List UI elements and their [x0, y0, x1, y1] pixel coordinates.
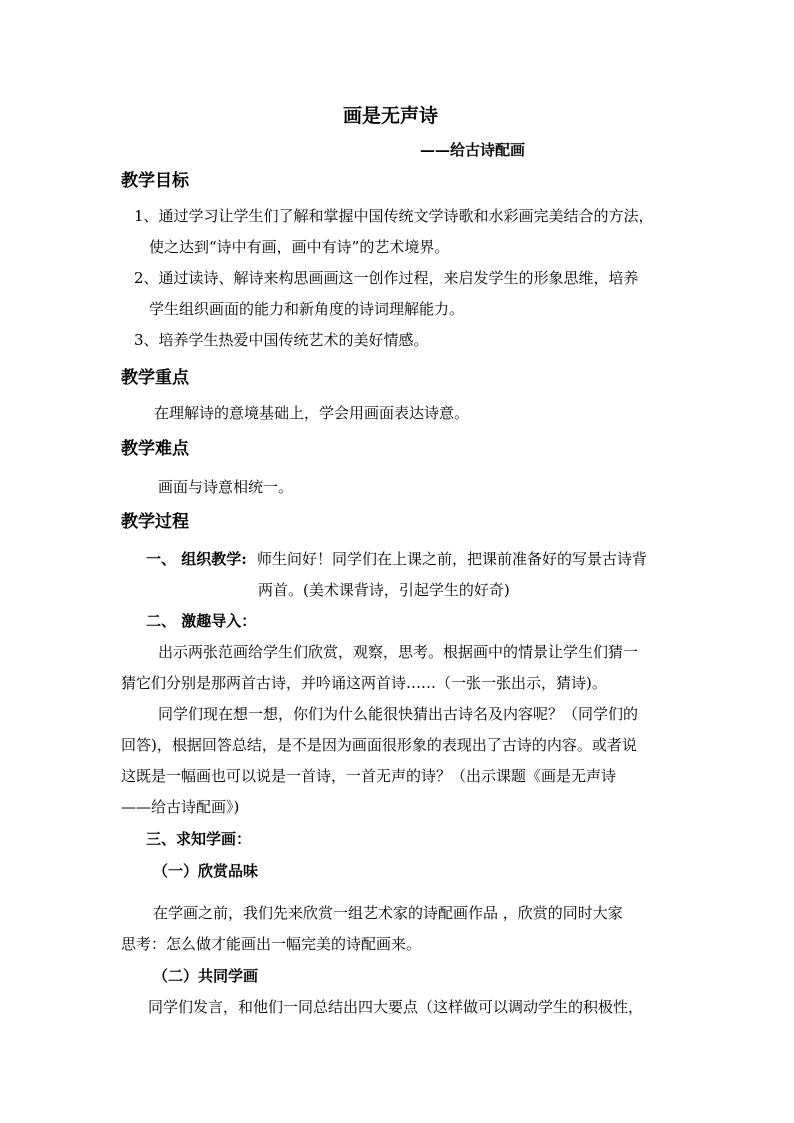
goal-item-2: 2、通过读诗、解诗来构思画画这一创作过程，来启发学生的形象思维，培养 — [134, 269, 639, 287]
para1-line1: 出示两张范画给学生们欣赏，观察，思考。根据画中的情景让学生们猜一 — [158, 643, 639, 661]
para2-line1: 同学们现在想一想，你们为什么能很快猜出古诗名及内容呢？（同学们的 — [158, 705, 639, 723]
para4-line1: 同学们发言，和他们一同总结出四大要点（这样做可以调动学生的积极性， — [148, 998, 644, 1016]
heading-difficulties: 教学难点 — [121, 439, 189, 459]
heading-goals: 教学目标 — [121, 171, 189, 191]
page-subtitle: ——给古诗配画 — [420, 141, 526, 159]
sub-heading-learn: （二）共同学画 — [153, 967, 259, 985]
para2-line3: 这既是一幅画也可以说是一首诗，一首无声的诗？（出示课题《画是无声诗 — [121, 767, 617, 785]
para3-line1: 在学画之前，我们先来欣赏一组艺术家的诗配画作品 ，欣赏的同时大家 — [153, 904, 623, 922]
key-points-text: 在理解诗的意境基础上，学会用画面表达诗意。 — [154, 404, 470, 422]
para3-line2: 思考：怎么做才能画出一幅完美的诗配画来。 — [121, 935, 422, 953]
process-step3-label: 三、求知学画： — [146, 830, 252, 848]
goal-item-1: 1、通过学习让学生们了解和掌握中国传统文学诗歌和水彩画完美结合的方法， — [134, 207, 654, 225]
goal-item-1-cont: 使之达到“诗中有画，画中有诗”的艺术境界。 — [149, 238, 450, 256]
sub-heading-appreciate: （一）欣赏品味 — [153, 862, 259, 880]
para1-line2: 猜它们分别是那两首古诗，并吟诵这两首诗……（一张一张出示，猜诗)。 — [121, 674, 607, 692]
heading-process: 教学过程 — [121, 512, 189, 532]
process-step1-label: 一、 组织教学: — [146, 550, 247, 568]
page-title: 画是无声诗 — [343, 105, 439, 127]
heading-key-points: 教学重点 — [121, 368, 189, 388]
goal-item-2-cont: 学生组织画面的能力和新角度的诗词理解能力。 — [149, 300, 465, 318]
process-step1-text: 师生问好！同学们在上课之前，把课前准备好的写景古诗背 — [257, 550, 648, 568]
process-step1-cont: 两首。(美术课背诗，引起学生的好奇) — [258, 581, 510, 599]
para2-line4: ——给古诗配画》) — [121, 798, 240, 816]
goal-item-3: 3、培养学生热爱中国传统艺术的美好情感。 — [134, 331, 429, 349]
process-step2-label: 二、 激趣导入： — [146, 612, 257, 630]
difficulties-text: 画面与诗意相统一。 — [158, 478, 294, 496]
para2-line2: 回答)，根据回答总结，是不是因为画面很形象的表现出了古诗的内容。或者说 — [121, 736, 637, 754]
